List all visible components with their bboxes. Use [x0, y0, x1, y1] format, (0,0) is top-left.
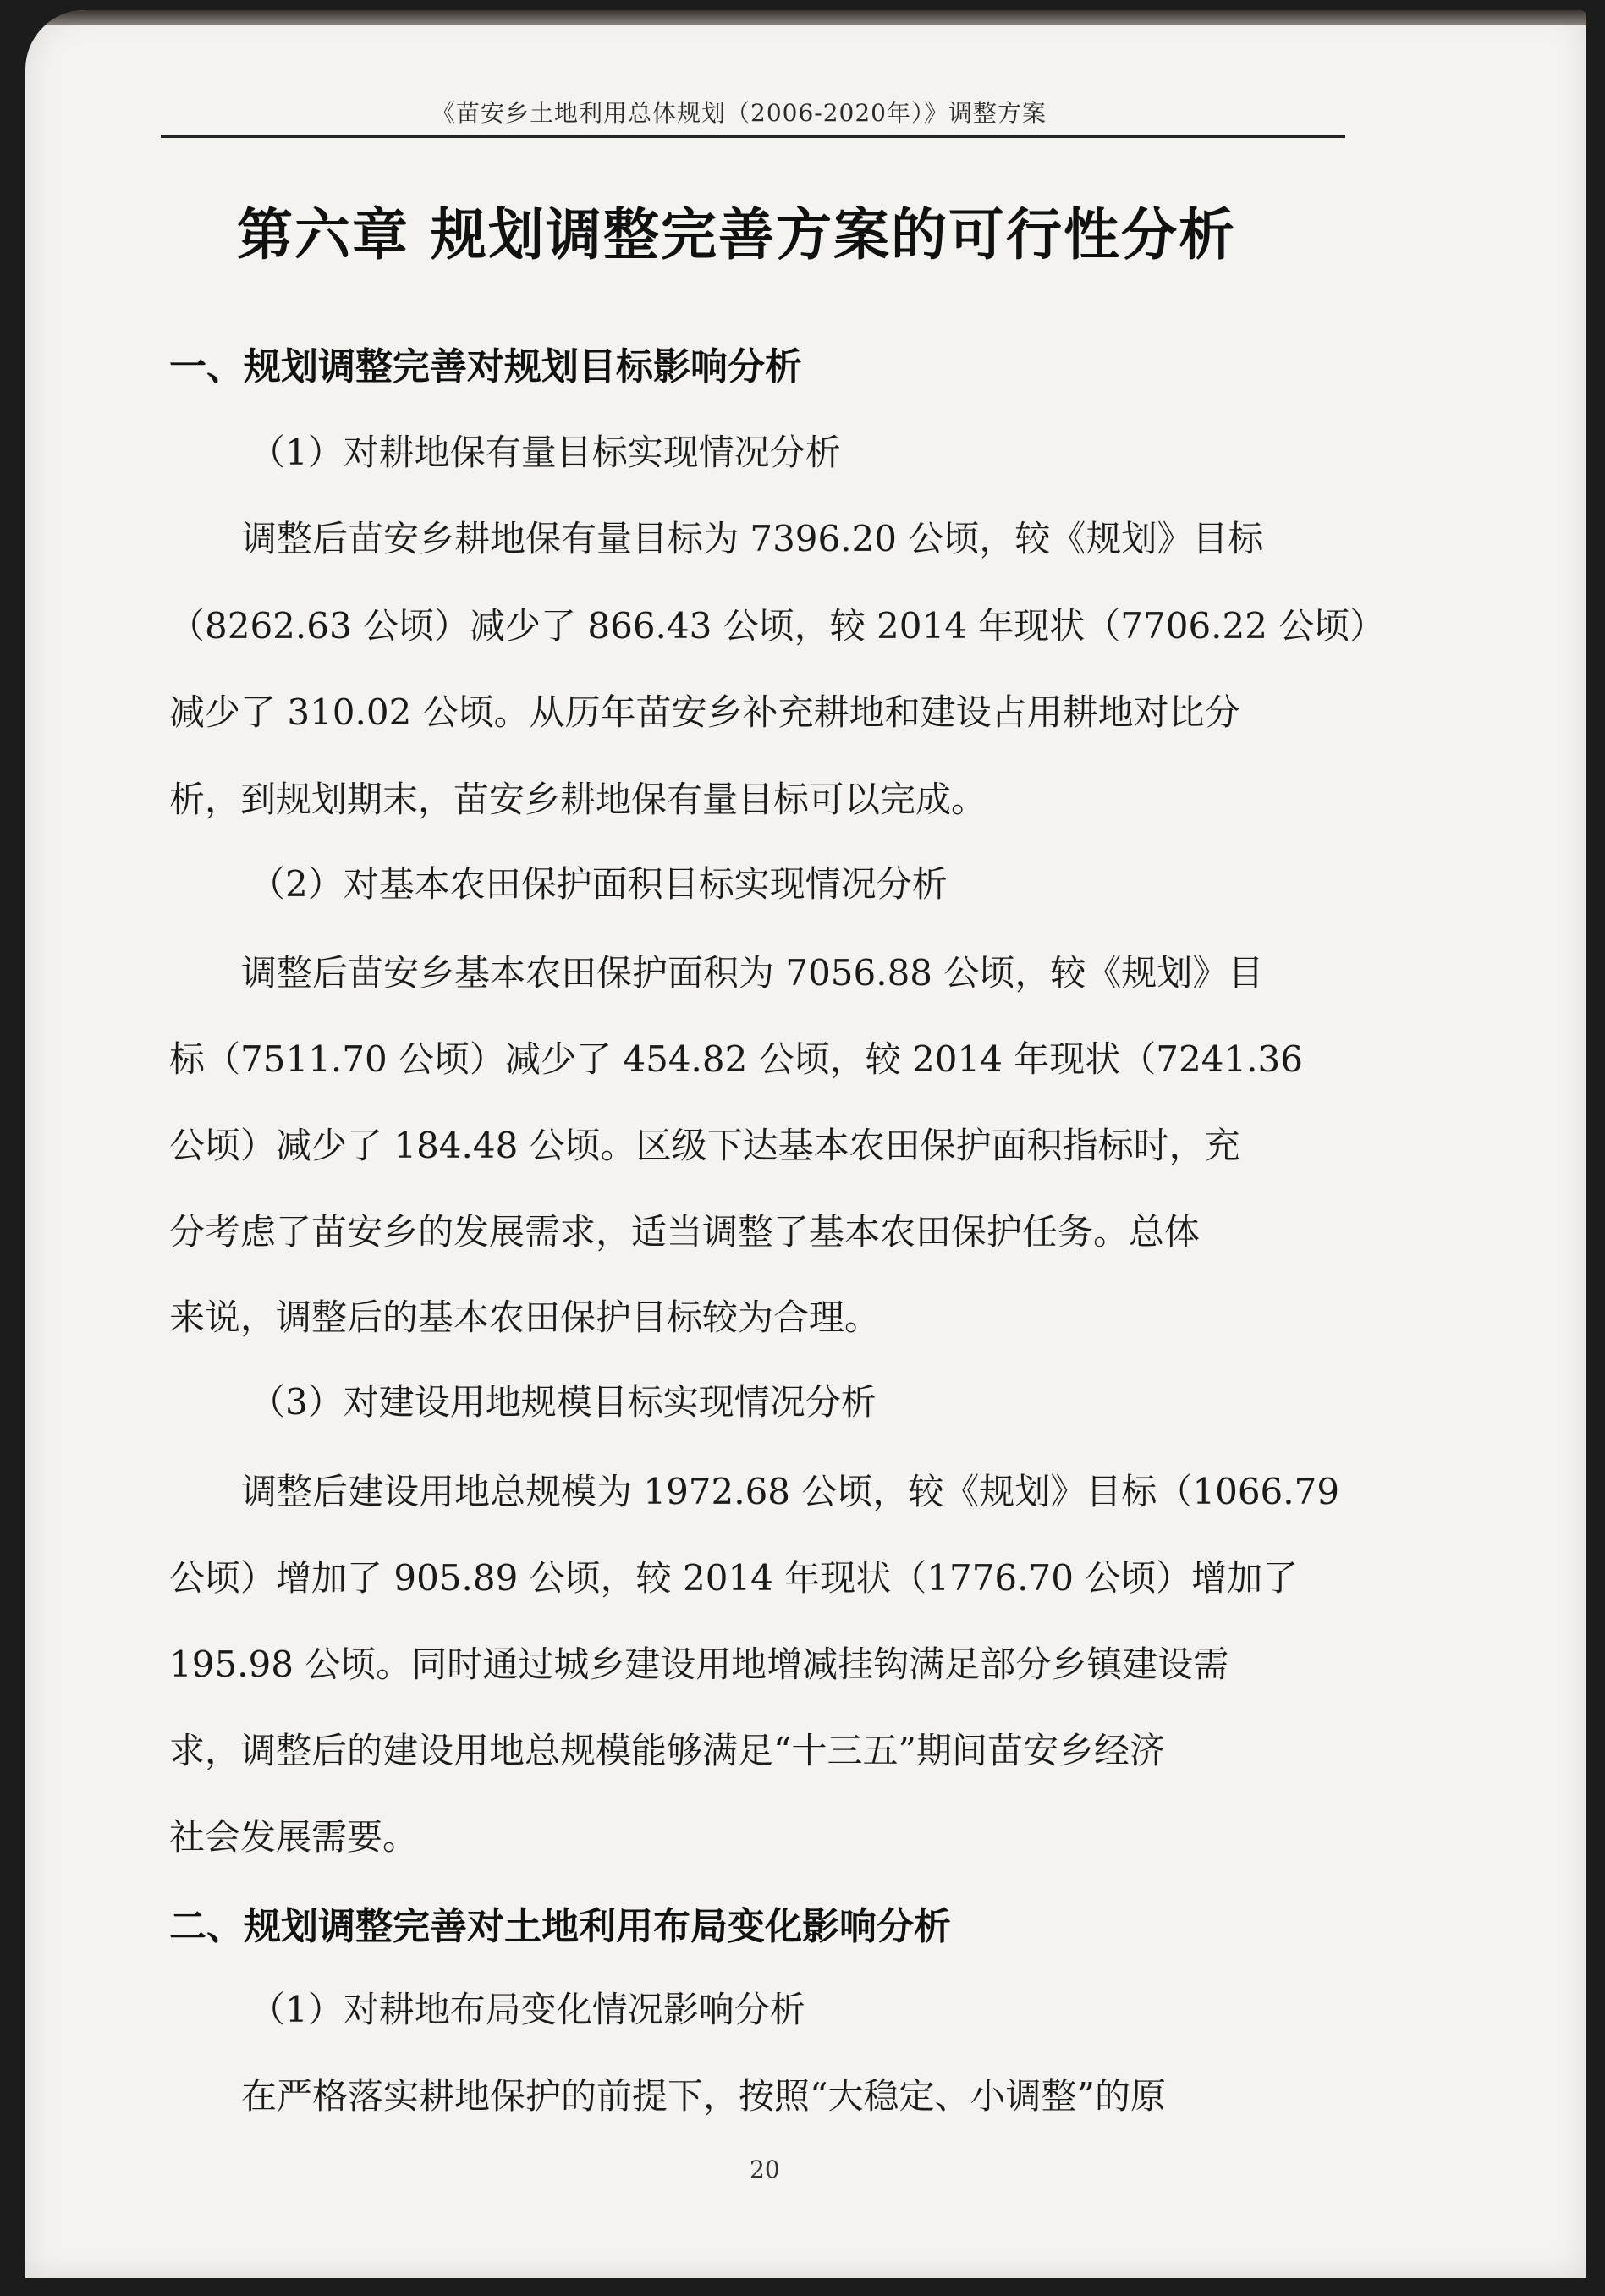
paragraph-line: 标（7511.70 公顷）减少了 454.82 公顷，较 2014 年现状（7241.36: [169, 1038, 1303, 1080]
section-heading-1: 一、规划调整完善对规划目标影响分析: [169, 345, 802, 388]
paragraph-line: 调整后建设用地总规模为 1972.68 公顷，较《规划》目标（1066.79: [241, 1471, 1340, 1512]
header-rule: [161, 135, 1345, 138]
paragraph-line: 195.98 公顷。同时通过城乡建设用地增减挂钩满足部分乡镇建设需: [169, 1644, 1229, 1685]
subsection-title: （1）对耕地布局变化情况影响分析: [250, 1989, 805, 2030]
paragraph-line: 来说，调整后的基本农田保护目标较为合理。: [169, 1297, 881, 1338]
paragraph-line: 析，到规划期末，苗安乡耕地保有量目标可以完成。: [169, 779, 987, 820]
paragraph-line: 减少了 310.02 公顷。从历年苗安乡补充耕地和建设占用耕地对比分: [169, 691, 1240, 733]
paragraph-line: 调整后苗安乡基本农田保护面积为 7056.88 公顷，较《规划》目: [241, 952, 1264, 994]
subsection-title: （3）对建设用地规模目标实现情况分析: [250, 1381, 877, 1423]
page-number: 20: [750, 2156, 780, 2183]
paragraph-line: （8262.63 公顷）减少了 866.43 公顷，较 2014 年现状（7706.22 公顷）: [169, 605, 1386, 647]
paragraph-line: 公顷）减少了 184.48 公顷。区级下达基本农田保护面积指标时，充: [169, 1125, 1240, 1166]
scan-edge: [25, 10, 1586, 25]
paragraph-line: 求，调整后的建设用地总规模能够满足“十三五”期间苗安乡经济: [169, 1730, 1165, 1771]
paragraph-line: 分考虑了苗安乡的发展需求，适当调整了基本农田保护任务。总体: [169, 1211, 1201, 1253]
section-heading-2: 二、规划调整完善对土地利用布局变化影响分析: [169, 1905, 951, 1948]
document-page: [25, 10, 1586, 2278]
subsection-title: （1）对耕地保有量目标实现情况分析: [250, 432, 841, 473]
subsection-title: （2）对基本农田保护面积目标实现情况分析: [250, 863, 948, 905]
paragraph-line: 社会发展需要。: [169, 1816, 419, 1858]
paragraph-line: 公顷）增加了 905.89 公顷，较 2014 年现状（1776.70 公顷）增加了: [169, 1557, 1299, 1599]
paragraph-line: 调整后苗安乡耕地保有量目标为 7396.20 公顷，较《规划》目标: [241, 518, 1264, 559]
paragraph-line: 在严格落实耕地保护的前提下，按照“大稳定、小调整”的原: [241, 2075, 1166, 2117]
running-header: 《苗安乡土地利用总体规划（2006-2020年）》调整方案: [431, 99, 1047, 127]
chapter-title: 第六章 规划调整完善方案的可行性分析: [237, 202, 1236, 267]
